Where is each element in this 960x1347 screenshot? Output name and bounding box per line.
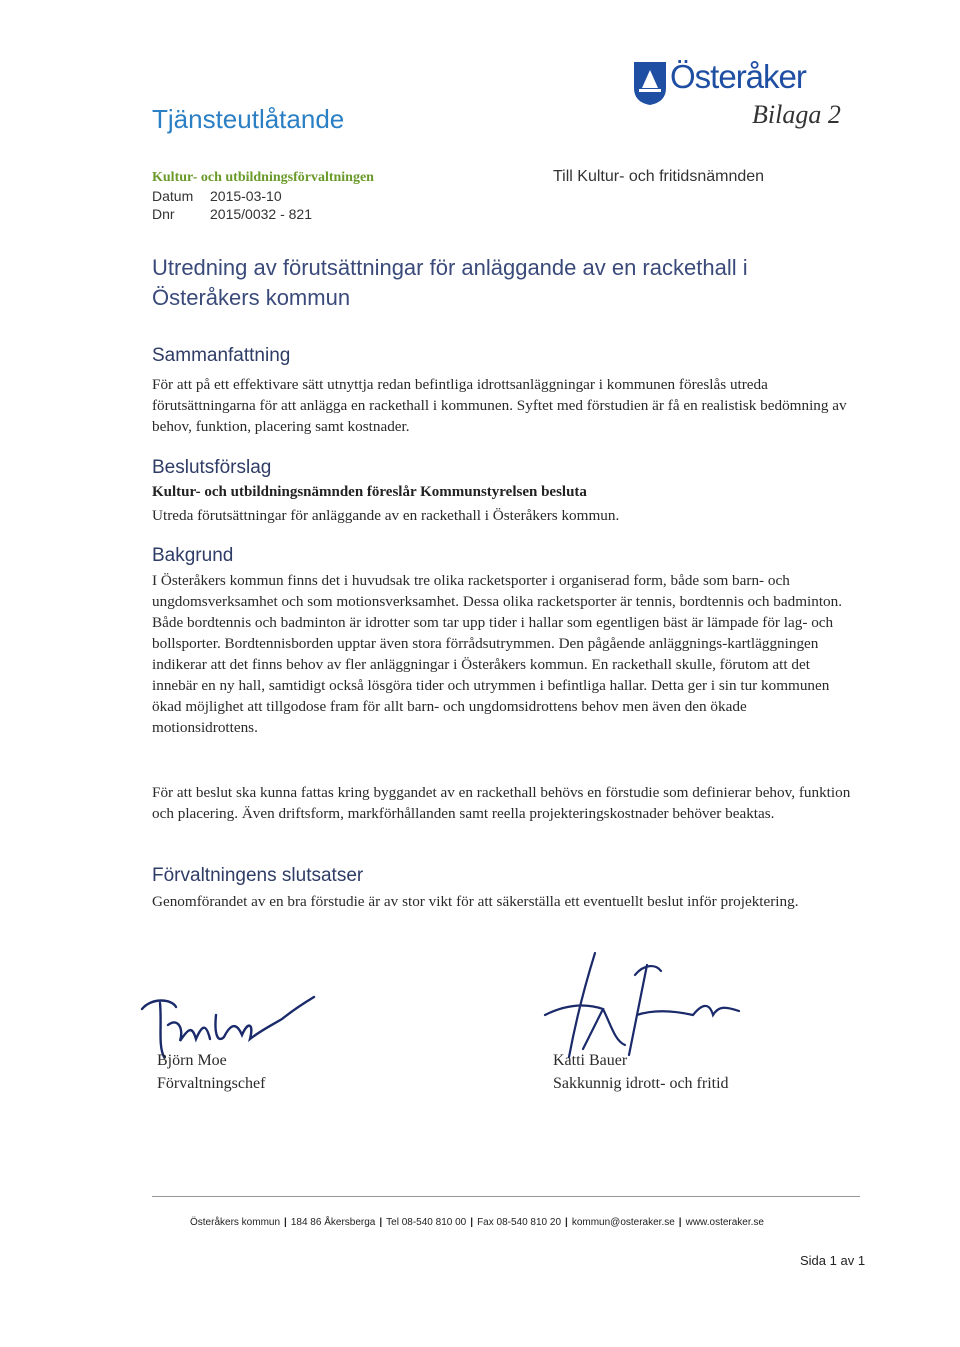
footer-fax: Fax 08-540 810 20 (477, 1217, 562, 1228)
conclusions-text: Genomförandet av en bra förstudie är av stor vikt för att säkerställa ett eventuellt beslut inför projektering. (152, 893, 799, 910)
signature-right-image (525, 945, 745, 1065)
footer-contact: Österåkers kommun | 184 86 Åkersberga | Tel 08-540 810 00 | Fax 08-540 810 20 | kommun@osteraker.se | www.osteraker.se (190, 1217, 764, 1228)
background-paragraph-1: I Österåkers kommun finns det i huvudsak tre olika racketsporter i organiserad form, både som barn- och ungdomsverksamhet och som motionsverksamhet. Dessa olika racketsporter är tennis, bordtennis och badminton. Både bordtennis och badminton är idrotter som tar upp tider i hallar som egentligen bäst är lämpade för lag- och bollsporter. Bordtennisborden upptar även stora förrådsutrymmen. Den pågående anläggnings-kartläggningen indikerar att det finns behov av fler anläggningar i Österåkers kommun. En rackethall skulle, förutom att det innebär en ny hall, samtidigt också lösgöra tider och utrymmen i befintliga hallar. Detta ger i sin tur kommunen ökad möjlighet att tillgodose fram för allt barn- och ungdomsidrottens behov men även den ökade motionsidrottens. (152, 572, 843, 736)
case-number-label: Dnr (152, 206, 175, 222)
signatory-right-name: Katti Bauer (553, 1052, 628, 1069)
document-type: Tjänsteutlåtande (152, 104, 345, 134)
signatory-right-title: Sakkunnig idrott- och fritid (553, 1075, 729, 1092)
summary-heading: Sammanfattning (152, 345, 291, 366)
proposal-decision-line: Kultur- och utbildningsnämnden föreslår Kommunstyrelsen besluta (152, 484, 587, 500)
recipient: Till Kultur- och fritidsnämnden (553, 168, 765, 185)
page-number: Sida 1 av 1 (800, 1253, 866, 1268)
footer-divider (152, 1196, 860, 1197)
background-heading: Bakgrund (152, 545, 234, 566)
footer-tel: Tel 08-540 810 00 (386, 1217, 467, 1228)
footer-email[interactable]: kommun@osteraker.se (571, 1217, 675, 1228)
signatory-left-title: Förvaltningschef (157, 1075, 266, 1092)
background-paragraph-2: För att beslut ska kunna fattas kring byggandet av en rackethall behövs en förstudie som definierar behov, funktion och placering. Även driftsform, markförhållanden samt reella projekteringskostnader behöver beaktas. (152, 784, 851, 822)
date-label: Datum (152, 188, 194, 204)
conclusions-heading: Förvaltningens slutsatser (152, 865, 364, 886)
proposal-text: Utreda förutsättningar för anläggande av en rackethall i Österåkers kommun. (152, 507, 620, 524)
summary-text: För att på ett effektivare sätt utnyttja redan befintliga idrottsanläggningar i kommunen föreslås utreda förutsättningarna för att anlägga en rackethall i kommunen. Syftet med förstudien är få en realistisk bedömning av behov, funktion, placering samt kostnader. (152, 376, 847, 435)
case-number-value: 2015/0032 - 821 (210, 206, 312, 222)
footer-org: Österåkers kommun (190, 1217, 281, 1228)
page-title: Utredning av förutsättningar för anläggande av en rackethall i Österåkers kommun (152, 255, 748, 310)
signatory-left-name: Björn Moe (157, 1052, 227, 1069)
logo-wordmark: Österåker (670, 58, 806, 95)
date-value: 2015-03-10 (210, 188, 282, 204)
handwritten-attachment-note: Bilaga 2 (752, 100, 841, 129)
proposal-heading: Beslutsförslag (152, 457, 272, 478)
department-name: Kultur- och utbildningsförvaltningen (152, 170, 374, 185)
footer-address: 184 86 Åkersberga (290, 1217, 376, 1228)
footer-web[interactable]: www.osteraker.se (685, 1217, 764, 1228)
